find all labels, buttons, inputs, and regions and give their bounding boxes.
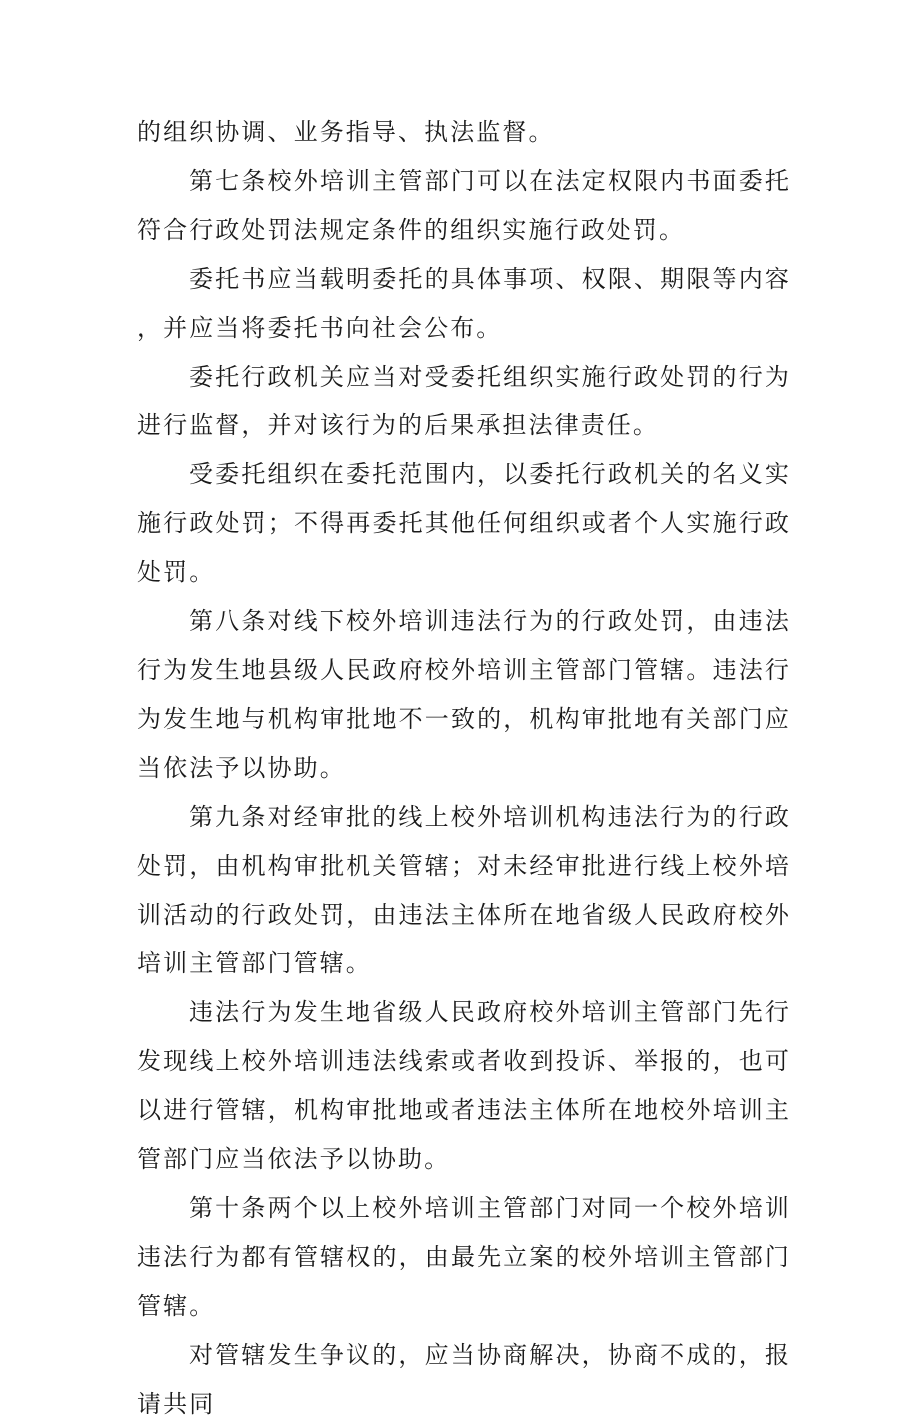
paragraph-article-8: 第八条对线下校外培训违法行为的行政处罚，由违法行为发生地县级人民政府校外培训主管部门管辖。违法行为发生地与机构审批地不一致的，机构审批地有关部门应当依法予以协助。 — [137, 607, 791, 782]
paragraph-article-7: 第七条校外培训主管部门可以在法定权限内书面委托符合行政处罚法规定条件的组织实施行政处罚。 — [137, 166, 791, 244]
paragraph-continuation: 的组织协调、业务指导、执法监督。 — [137, 118, 555, 146]
paragraph-article-10: 第十条两个以上校外培训主管部门对同一个校外培训违法行为都有管辖权的，由最先立案的校外培训主管部门管辖。 — [137, 1193, 791, 1320]
paragraph-online-jurisdiction: 违法行为发生地省级人民政府校外培训主管部门先行发现线上校外培训违法线索或者收到投诉、举报的，也可以进行管辖，机构审批地或者违法主体所在地校外培训主管部门应当依法予以协助。 — [137, 998, 791, 1174]
paragraph-commission-letter: 委托书应当载明委托的具体事项、权限、期限等内容，并应当将委托书向社会公布。 — [137, 264, 791, 342]
document-body — [137, 108, 791, 1428]
paragraph-commissioned-org: 受委托组织在委托范围内，以委托行政机关的名义实施行政处罚；不得再委托其他任何组织或者个人实施行政处罚。 — [137, 460, 791, 587]
paragraph-supervision: 委托行政机关应当对受委托组织实施行政处罚的行为进行监督，并对该行为的后果承担法律责任。 — [137, 362, 791, 440]
paragraph-dispute: 对管辖发生争议的，应当协商解决，协商不成的，报请共同 — [137, 1340, 791, 1418]
paragraph-article-9: 第九条对经审批的线上校外培训机构违法行为的行政处罚，由机构审批机关管辖；对未经审批进行线上校外培训活动的行政处罚，由违法主体所在地省级人民政府校外培训主管部门管辖。 — [137, 802, 791, 978]
